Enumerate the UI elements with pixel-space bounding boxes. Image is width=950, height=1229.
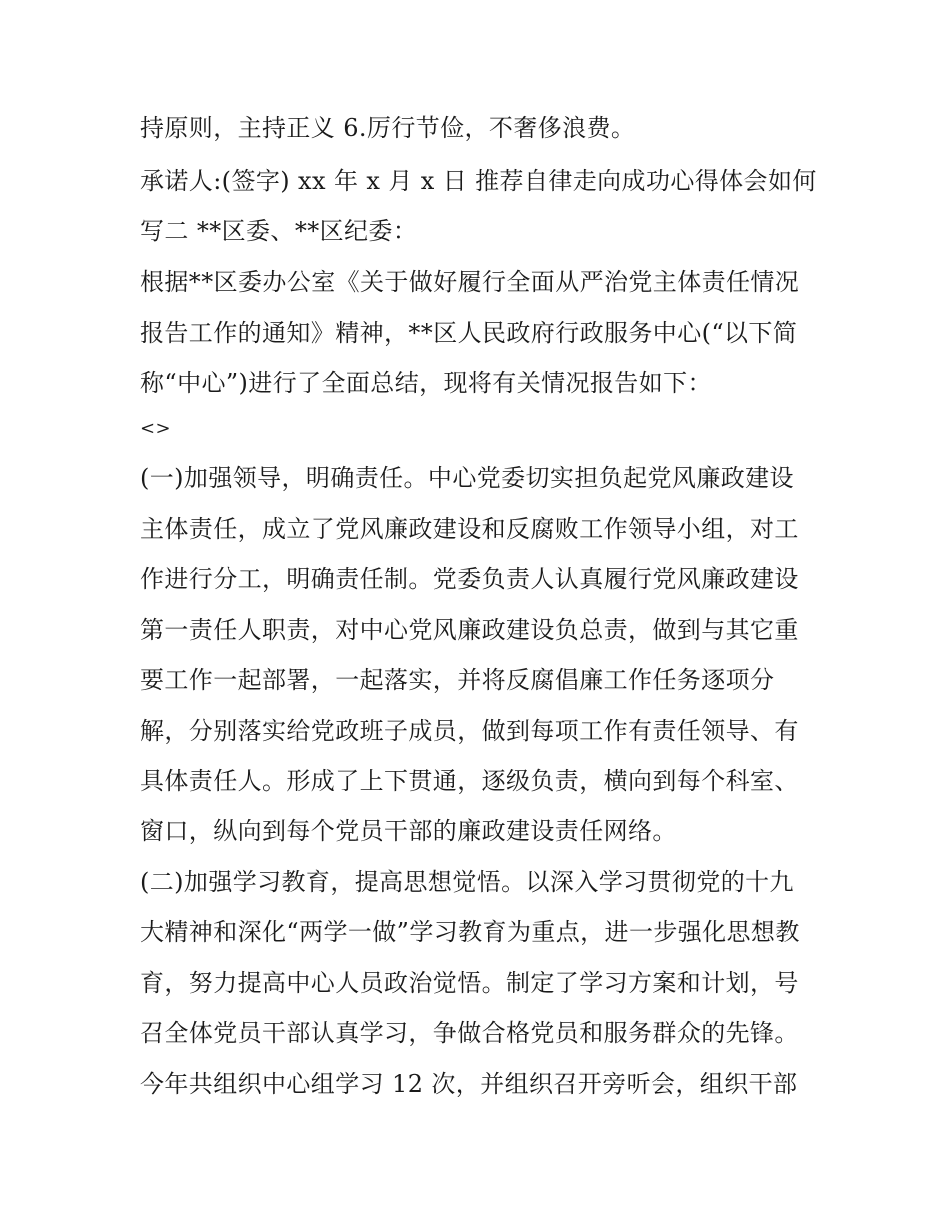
text-line: 今年共组织中心组学习 12 次，并组织召开旁听会，组织干部 [140, 1070, 798, 1098]
text-line: 承诺人:(签字) xx 年 x 月 x 日 推荐自律走向成功心得体会如何 [140, 167, 817, 195]
text-line: 要工作一起部署，一起落实，并将反腐倡廉工作任务逐项分 [140, 666, 775, 694]
text-line: 窗口，纵向到每个党员干部的廉政建设责任网络。 [140, 817, 677, 845]
text-line: 育，努力提高中心人员政治觉悟。制定了学习方案和计划，号 [140, 969, 799, 997]
text-line: (二)加强学习教育，提高思想觉悟。以深入学习贯彻党的十九 [140, 868, 794, 896]
text-line: 持原则，主持正义 6.厉行节俭，不奢侈浪费。 [140, 114, 636, 142]
text-line: 写二 **区委、**区纪委： [140, 217, 418, 245]
text-line: 根据**区委办公室《关于做好履行全面从严治党主体责任情况 [140, 268, 800, 296]
text-line: (一)加强领导，明确责任。中心党委切实担负起党风廉政建设 [140, 464, 794, 492]
text-line: 报告工作的通知》精神，**区人民政府行政服务中心(“以下简 [140, 319, 798, 347]
text-line: 召全体党员干部认真学习，争做合格党员和服务群众的先锋。 [140, 1019, 799, 1047]
text-line: 称“中心”)进行了全面总结，现将有关情况报告如下： [140, 369, 712, 397]
text-line: 第一责任人职责，对中心党风廉政建设负总责，做到与其它重 [140, 616, 799, 644]
text-line: 主体责任，成立了党风廉政建设和反腐败工作领导小组，对工 [140, 515, 799, 543]
text-line: <> [140, 418, 171, 439]
text-line: 作进行分工，明确责任制。党委负责人认真履行党风廉政建设 [140, 565, 799, 593]
text-line: 大精神和深化“两学一做”学习教育为重点，进一步强化思想教 [140, 918, 800, 946]
text-line: 解，分别落实给党政班子成员，做到每项工作有责任领导、有 [140, 717, 799, 745]
text-line: 具体责任人。形成了上下贯通，逐级负责，横向到每个科室、 [140, 767, 799, 795]
